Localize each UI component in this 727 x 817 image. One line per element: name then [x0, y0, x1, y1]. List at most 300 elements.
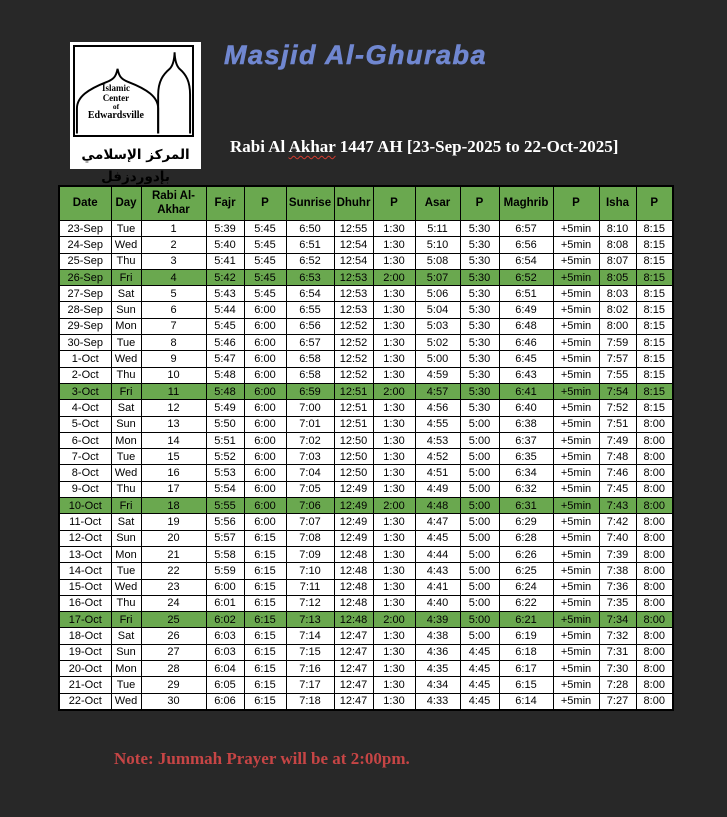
subtitle-word-akhar: Akhar [288, 137, 336, 156]
table-cell: 27-Sep [59, 286, 111, 302]
table-cell: 2:00 [373, 612, 415, 628]
table-cell: 7:32 [599, 628, 636, 644]
table-cell: +5min [553, 481, 599, 497]
table-cell: 7:28 [599, 677, 636, 693]
table-cell: 6:15 [244, 628, 286, 644]
table-cell: 5:00 [460, 595, 499, 611]
table-cell: 6:24 [499, 579, 553, 595]
table-cell: 4:45 [460, 661, 499, 677]
table-cell: 8:00 [636, 693, 673, 710]
table-cell: 24 [141, 595, 206, 611]
table-cell: Fri [111, 498, 141, 514]
table-cell: 5:30 [460, 367, 499, 383]
table-cell: +5min [553, 269, 599, 285]
table-row [59, 693, 673, 710]
table-cell: Sat [111, 400, 141, 416]
table-cell: 5:40 [206, 237, 244, 253]
table-cell: 5:30 [460, 269, 499, 285]
table-cell: 4:49 [415, 481, 460, 497]
table-cell: +5min [553, 302, 599, 318]
table-cell: +5min [553, 693, 599, 710]
table-cell: 8:15 [636, 286, 673, 302]
table-cell: +5min [553, 286, 599, 302]
table-cell: 1:30 [373, 661, 415, 677]
table-cell: +5min [553, 465, 599, 481]
table-cell: 4:45 [460, 693, 499, 710]
table-cell: 1:30 [373, 449, 415, 465]
table-cell: 7:14 [286, 628, 334, 644]
table-cell: +5min [553, 416, 599, 432]
table-cell: 6:03 [206, 644, 244, 660]
table-row [59, 563, 673, 579]
table-cell: 4:51 [415, 465, 460, 481]
table-cell: 6:15 [244, 644, 286, 660]
table-cell: 3 [141, 253, 206, 269]
table-cell: 29-Sep [59, 318, 111, 334]
table-cell: 1:30 [373, 253, 415, 269]
table-cell: 30 [141, 693, 206, 710]
table-cell: 5:30 [460, 253, 499, 269]
table-cell: 5:04 [415, 302, 460, 318]
table-cell: 6:55 [286, 302, 334, 318]
table-row [59, 269, 673, 285]
table-cell: 6:15 [244, 612, 286, 628]
table-cell: Tue [111, 563, 141, 579]
table-cell: 5:30 [460, 351, 499, 367]
masjid-title: Masjid Al-Ghuraba [224, 40, 488, 70]
table-cell: 12:51 [334, 383, 373, 399]
table-cell: 1:30 [373, 286, 415, 302]
table-cell: 6:00 [244, 465, 286, 481]
column-header-isha: Isha [599, 186, 636, 221]
table-cell: +5min [553, 546, 599, 562]
table-cell: 7:38 [599, 563, 636, 579]
table-cell: 5:00 [460, 612, 499, 628]
table-cell: 6:06 [206, 693, 244, 710]
table-cell: 8:00 [636, 546, 673, 562]
table-cell: 6:38 [499, 416, 553, 432]
table-cell: 6:15 [244, 546, 286, 562]
table-cell: 8:15 [636, 253, 673, 269]
table-cell: 5 [141, 286, 206, 302]
column-header-rabi-al-akhar: Rabi Al-Akhar [141, 186, 206, 221]
table-cell: 6:02 [206, 612, 244, 628]
table-cell: Thu [111, 367, 141, 383]
table-cell: 6:15 [244, 595, 286, 611]
table-cell: 6:25 [499, 563, 553, 579]
table-cell: 5:02 [415, 335, 460, 351]
table-cell: 5:00 [460, 628, 499, 644]
table-cell: 5:43 [206, 286, 244, 302]
table-cell: 8:00 [636, 644, 673, 660]
table-cell: 7:12 [286, 595, 334, 611]
table-cell: 5:30 [460, 286, 499, 302]
table-row [59, 595, 673, 611]
table-cell: 8:03 [599, 286, 636, 302]
table-cell: 7:07 [286, 514, 334, 530]
column-header-p: P [636, 186, 673, 221]
table-cell: 6:00 [244, 514, 286, 530]
table-cell: 5:30 [460, 383, 499, 399]
table-row [59, 302, 673, 318]
table-cell: 4:45 [460, 644, 499, 660]
table-cell: Sat [111, 628, 141, 644]
table-cell: 5:50 [206, 416, 244, 432]
table-cell: 5:30 [460, 318, 499, 334]
table-cell: Wed [111, 465, 141, 481]
table-cell: 6:59 [286, 383, 334, 399]
table-cell: 18-Oct [59, 628, 111, 644]
table-cell: 6:14 [499, 693, 553, 710]
table-cell: 22 [141, 563, 206, 579]
table-cell: 8:00 [636, 530, 673, 546]
table-cell: 12:53 [334, 269, 373, 285]
table-cell: 8:15 [636, 335, 673, 351]
table-cell: 7:57 [599, 351, 636, 367]
column-header-date: Date [59, 186, 111, 221]
table-cell: 7:27 [599, 693, 636, 710]
table-cell: 6:48 [499, 318, 553, 334]
table-cell: 20 [141, 530, 206, 546]
table-cell: 5:00 [460, 449, 499, 465]
table-cell: 5:00 [460, 498, 499, 514]
table-cell: Mon [111, 318, 141, 334]
table-cell: 28 [141, 661, 206, 677]
logo-line-3: of [112, 102, 120, 112]
table-cell: Fri [111, 269, 141, 285]
table-cell: 1:30 [373, 563, 415, 579]
table-cell: 6:26 [499, 546, 553, 562]
table-cell: 5:45 [244, 286, 286, 302]
table-cell: 8:15 [636, 269, 673, 285]
table-cell: Mon [111, 432, 141, 448]
table-cell: 7:42 [599, 514, 636, 530]
table-cell: 5:30 [460, 400, 499, 416]
table-cell: 6:00 [244, 498, 286, 514]
table-cell: +5min [553, 351, 599, 367]
table-cell: 5:00 [460, 579, 499, 595]
table-cell: 2 [141, 237, 206, 253]
table-cell: 5:52 [206, 449, 244, 465]
table-cell: 17 [141, 481, 206, 497]
table-cell: 8:15 [636, 367, 673, 383]
table-cell: 7:49 [599, 432, 636, 448]
table-cell: 8:00 [636, 628, 673, 644]
table-cell: 12:51 [334, 416, 373, 432]
table-cell: 12:53 [334, 302, 373, 318]
table-cell: 6:00 [244, 400, 286, 416]
table-cell: 26 [141, 628, 206, 644]
column-header-fajr: Fajr [206, 186, 244, 221]
table-cell: 7:59 [599, 335, 636, 351]
table-cell: 7:34 [599, 612, 636, 628]
table-cell: +5min [553, 677, 599, 693]
table-cell: Tue [111, 221, 141, 237]
table-cell: 4:55 [415, 416, 460, 432]
table-cell: Wed [111, 693, 141, 710]
table-row [59, 286, 673, 302]
table-cell: 6:18 [499, 644, 553, 660]
table-cell: 1:30 [373, 677, 415, 693]
table-cell: 6:00 [244, 318, 286, 334]
table-cell: 12:48 [334, 595, 373, 611]
table-cell: 25-Sep [59, 253, 111, 269]
table-cell: 5:00 [460, 481, 499, 497]
logo-box [73, 45, 194, 137]
table-cell: 4:59 [415, 367, 460, 383]
table-cell: Thu [111, 253, 141, 269]
table-cell: 1:30 [373, 644, 415, 660]
table-cell: 1:30 [373, 579, 415, 595]
table-cell: +5min [553, 628, 599, 644]
table-cell: 7:16 [286, 661, 334, 677]
table-cell: 12:52 [334, 367, 373, 383]
table-cell: 6:32 [499, 481, 553, 497]
table-cell: 17-Oct [59, 612, 111, 628]
table-cell: 6:15 [244, 530, 286, 546]
table-cell: Sun [111, 644, 141, 660]
table-cell: 4:52 [415, 449, 460, 465]
table-cell: 4:35 [415, 661, 460, 677]
table-cell: 7 [141, 318, 206, 334]
column-header-p: P [553, 186, 599, 221]
table-cell: 12:50 [334, 449, 373, 465]
table-cell: 8:00 [636, 416, 673, 432]
table-cell: 6:37 [499, 432, 553, 448]
table-cell: 6:28 [499, 530, 553, 546]
table-cell: 6:15 [244, 563, 286, 579]
table-cell: 5:30 [460, 302, 499, 318]
table-row [59, 514, 673, 530]
table-cell: 4:43 [415, 563, 460, 579]
table-cell: 12:49 [334, 514, 373, 530]
table-cell: 8:00 [636, 432, 673, 448]
table-cell: 6:00 [244, 481, 286, 497]
column-header-p: P [244, 186, 286, 221]
table-cell: 6:45 [499, 351, 553, 367]
table-row [59, 465, 673, 481]
table-cell: Mon [111, 661, 141, 677]
table-cell: 5:44 [206, 302, 244, 318]
table-cell: 8:15 [636, 302, 673, 318]
subtitle-prefix: Rabi Al [230, 137, 289, 156]
table-cell: 6:15 [244, 579, 286, 595]
table-cell: Tue [111, 449, 141, 465]
table-cell: +5min [553, 449, 599, 465]
table-cell: 8:15 [636, 383, 673, 399]
table-cell: 6:49 [499, 302, 553, 318]
table-cell: 2:00 [373, 269, 415, 285]
table-cell: 1:30 [373, 237, 415, 253]
table-cell: 5:48 [206, 383, 244, 399]
table-cell: 7:55 [599, 367, 636, 383]
table-cell: 6:41 [499, 383, 553, 399]
table-cell: 12:52 [334, 351, 373, 367]
table-cell: 6:57 [499, 221, 553, 237]
table-row [59, 612, 673, 628]
month-subtitle [230, 137, 618, 157]
table-cell: +5min [553, 530, 599, 546]
column-header-p: P [373, 186, 415, 221]
table-cell: 4:33 [415, 693, 460, 710]
table-cell: Sat [111, 286, 141, 302]
table-cell: 19-Oct [59, 644, 111, 660]
table-cell: 4:36 [415, 644, 460, 660]
table-cell: 8:15 [636, 351, 673, 367]
table-cell: 5:10 [415, 237, 460, 253]
table-cell: 7:15 [286, 644, 334, 660]
table-cell: 7-Oct [59, 449, 111, 465]
table-cell: 19 [141, 514, 206, 530]
table-cell: 6:22 [499, 595, 553, 611]
table-cell: 1:30 [373, 221, 415, 237]
table-cell: +5min [553, 514, 599, 530]
table-cell: 1:30 [373, 367, 415, 383]
table-cell: 5:45 [244, 253, 286, 269]
table-cell: 12:49 [334, 530, 373, 546]
table-cell: 6:29 [499, 514, 553, 530]
table-cell: 6:56 [286, 318, 334, 334]
table-cell: +5min [553, 563, 599, 579]
table-cell: 2:00 [373, 498, 415, 514]
table-cell: 5:07 [415, 269, 460, 285]
table-cell: 7:02 [286, 432, 334, 448]
table-cell: 6:31 [499, 498, 553, 514]
table-cell: 6:34 [499, 465, 553, 481]
table-cell: 6:58 [286, 367, 334, 383]
table-row [59, 481, 673, 497]
table-cell: 4:48 [415, 498, 460, 514]
table-cell: 7:35 [599, 595, 636, 611]
table-cell: 7:04 [286, 465, 334, 481]
timetable-body [59, 221, 673, 710]
table-cell: 1:30 [373, 416, 415, 432]
table-cell: 21 [141, 546, 206, 562]
table-cell: 8:05 [599, 269, 636, 285]
table-cell: 5:57 [206, 530, 244, 546]
logo [70, 42, 201, 185]
table-cell: 4-Oct [59, 400, 111, 416]
table-row [59, 400, 673, 416]
table-cell: +5min [553, 579, 599, 595]
table-cell: 12:54 [334, 237, 373, 253]
table-cell: 5:00 [460, 530, 499, 546]
table-cell: 5:55 [206, 498, 244, 514]
table-cell: Thu [111, 481, 141, 497]
table-row [59, 628, 673, 644]
table-cell: +5min [553, 432, 599, 448]
table-cell: Wed [111, 579, 141, 595]
table-cell: 1:30 [373, 400, 415, 416]
table-row [59, 661, 673, 677]
table-cell: +5min [553, 367, 599, 383]
table-cell: 7:43 [599, 498, 636, 514]
table-cell: 9-Oct [59, 481, 111, 497]
table-cell: 20-Oct [59, 661, 111, 677]
table-cell: 8:00 [636, 563, 673, 579]
table-cell: Thu [111, 595, 141, 611]
table-row [59, 530, 673, 546]
table-cell: 5:58 [206, 546, 244, 562]
column-header-day: Day [111, 186, 141, 221]
table-cell: 8:00 [636, 481, 673, 497]
table-cell: 5:45 [244, 221, 286, 237]
table-row [59, 351, 673, 367]
table-cell: 6:46 [499, 335, 553, 351]
table-cell: 5:30 [460, 335, 499, 351]
table-cell: 16 [141, 465, 206, 481]
table-cell: 12 [141, 400, 206, 416]
table-cell: 27 [141, 644, 206, 660]
table-cell: 5:00 [460, 416, 499, 432]
table-cell: 5:45 [244, 269, 286, 285]
table-cell: 10 [141, 367, 206, 383]
table-cell: 1 [141, 221, 206, 237]
table-cell: 6:00 [244, 335, 286, 351]
table-cell: 9 [141, 351, 206, 367]
table-cell: Tue [111, 335, 141, 351]
table-cell: 12:50 [334, 432, 373, 448]
table-cell: +5min [553, 253, 599, 269]
logo-arabic-text: المركز الإسلامي بإدوردزفل [81, 147, 190, 185]
column-header-asar: Asar [415, 186, 460, 221]
table-cell: Mon [111, 546, 141, 562]
table-row [59, 367, 673, 383]
table-row [59, 318, 673, 334]
table-cell: 5:00 [415, 351, 460, 367]
table-cell: 12:47 [334, 677, 373, 693]
table-cell: 11-Oct [59, 514, 111, 530]
table-cell: 28-Sep [59, 302, 111, 318]
table-cell: 1:30 [373, 318, 415, 334]
table-cell: 8:00 [636, 465, 673, 481]
table-row [59, 253, 673, 269]
table-cell: 5:45 [206, 318, 244, 334]
table-cell: 1:30 [373, 335, 415, 351]
table-cell: 7:45 [599, 481, 636, 497]
table-cell: 25 [141, 612, 206, 628]
table-cell: 6:15 [499, 677, 553, 693]
column-header-dhuhr: Dhuhr [334, 186, 373, 221]
table-cell: 15 [141, 449, 206, 465]
table-cell: 6:00 [244, 351, 286, 367]
table-cell: 6-Oct [59, 432, 111, 448]
table-cell: 4:44 [415, 546, 460, 562]
table-cell: 1:30 [373, 693, 415, 710]
table-cell: 6:05 [206, 677, 244, 693]
table-cell: 5:00 [460, 546, 499, 562]
table-cell: 8:00 [636, 677, 673, 693]
table-cell: 8:15 [636, 237, 673, 253]
table-cell: 6:03 [206, 628, 244, 644]
table-cell: 6:15 [244, 693, 286, 710]
table-cell: 5:51 [206, 432, 244, 448]
table-cell: 6:19 [499, 628, 553, 644]
table-cell: 8:00 [636, 498, 673, 514]
logo-text [77, 84, 154, 122]
table-cell: 8:00 [599, 318, 636, 334]
table-cell: 12:48 [334, 563, 373, 579]
table-cell: +5min [553, 661, 599, 677]
table-row [59, 449, 673, 465]
table-cell: 12:53 [334, 286, 373, 302]
table-cell: 1:30 [373, 465, 415, 481]
table-cell: 7:48 [599, 449, 636, 465]
table-cell: 5:00 [460, 514, 499, 530]
table-cell: Fri [111, 612, 141, 628]
table-cell: 23-Sep [59, 221, 111, 237]
table-cell: 16-Oct [59, 595, 111, 611]
